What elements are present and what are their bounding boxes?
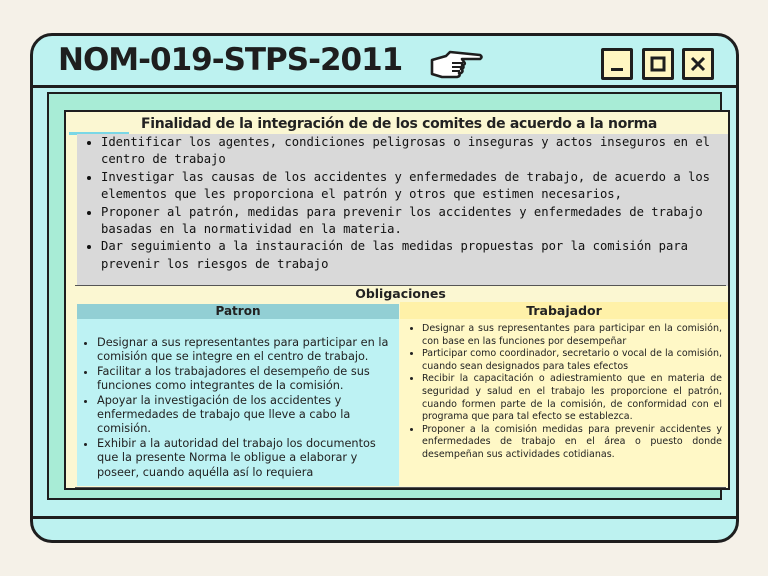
- status-bar: [33, 516, 736, 540]
- patron-header: Patron: [77, 304, 399, 319]
- purpose-title: Finalidad de la integración de de los comites de acuerdo a la norma: [140, 116, 658, 132]
- trabajador-item: • Proponer a la comisión medidas para prevenir accidentes y enfermedades de trabajo en el área o puesto donde desempeñan sus actividades cotidianas.: [422, 424, 722, 462]
- trabajador-item: • Participar como coordinador, secretario o vocal de la comisión, cuando sean designados para tales efectos: [422, 348, 722, 373]
- title-bar: [33, 36, 736, 88]
- maximize-icon: [648, 54, 668, 74]
- bottom-divider: [75, 487, 726, 488]
- patron-item: • Apoyar la investigación de los accidentes y enfermedades de trabajo que lleve a cabo la comisión.: [97, 394, 397, 437]
- patron-item: • Designar a sus representantes para participar en la comisión que se integre en el centro de trabajo.: [97, 336, 397, 365]
- minimize-button[interactable]: [601, 48, 633, 80]
- trabajador-header: Trabajador: [400, 302, 728, 319]
- close-icon: [688, 54, 708, 74]
- close-button[interactable]: [682, 48, 714, 80]
- trabajador-list: [422, 323, 722, 462]
- minimize-icon: [607, 54, 627, 74]
- maximize-button[interactable]: [642, 48, 674, 80]
- purpose-item: • Proponer al patrón, medidas para prevenir los accidentes y enfermedades de trabajo basadas en la normatividad en la materia.: [101, 204, 716, 239]
- purpose-item: • Identificar los agentes, condiciones peligrosas o inseguras y actos inseguros en el centro de trabajo: [101, 134, 716, 169]
- purpose-list-box: [77, 134, 728, 286]
- window-content: [47, 92, 722, 500]
- trabajador-item: • Designar a sus representantes para participar en la comisión, con base en las funciones por desempeñar: [422, 323, 722, 348]
- patron-column: [77, 319, 399, 486]
- pointing-hand-icon: [428, 48, 484, 82]
- patron-item: • Exhibir a la autoridad del trabajo los documentos que la presente Norma le obligue a elaborar y poseer, cuando aquélla así lo requiera: [97, 437, 397, 480]
- window-title: NOM-019-STPS-2011: [58, 42, 403, 78]
- purpose-list: [101, 134, 716, 273]
- app-window: [30, 33, 739, 543]
- trabajador-item: • Recibir la capacitación o adiestramiento que en materia de seguridad y salud en el trabajo les proporcione el patrón, cuando formen parte de la comisión, de conformidad con el programa que para tal efecto se establezca.: [422, 373, 722, 423]
- obligations-title: Obligaciones: [355, 286, 446, 301]
- purpose-item: • Dar seguimiento a la instauración de las medidas propuestas por la comisión para prevenir los riesgos de trabajo: [101, 238, 716, 273]
- patron-item: • Facilitar a los trabajadores el desempeño de sus funciones como integrantes de la comisión.: [97, 365, 397, 394]
- content-panel: [64, 110, 730, 490]
- patron-list: [97, 336, 397, 480]
- trabajador-column: [400, 319, 728, 486]
- purpose-item: • Investigar las causas de los accidentes y enfermedades de trabajo, de acuerdo a los elementos que les proporciona el patrón y otros que estimen necesarios,: [101, 169, 716, 204]
